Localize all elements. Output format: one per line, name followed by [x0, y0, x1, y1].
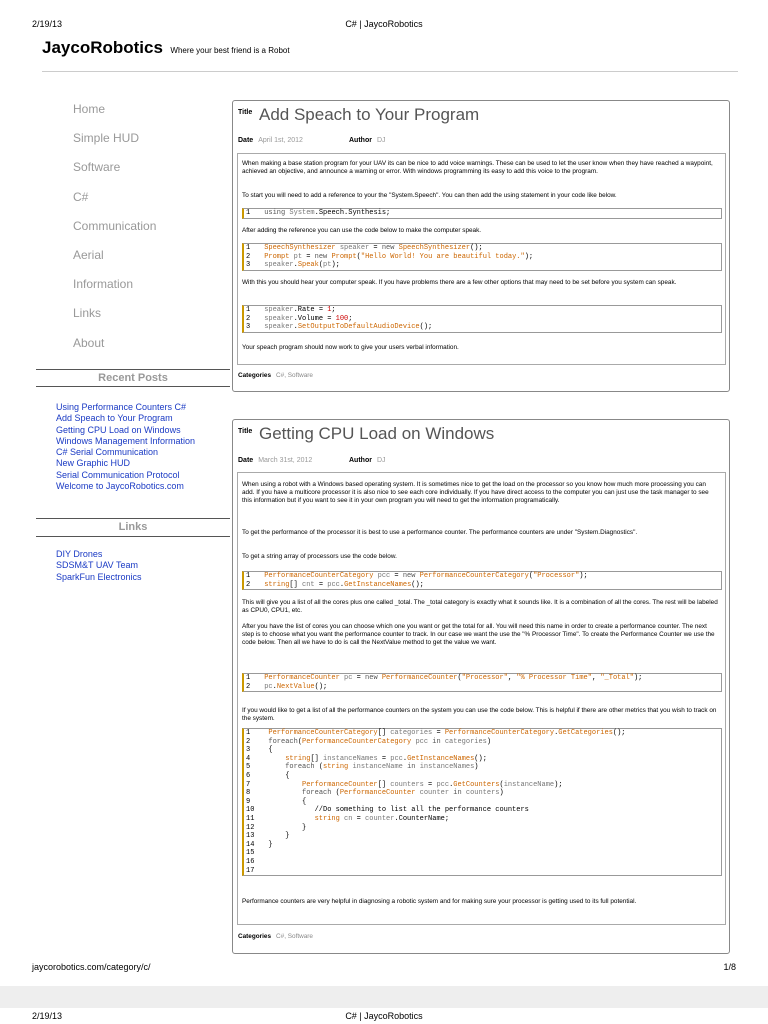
recent-posts-divider — [36, 386, 230, 387]
post-paragraph: With this you should hear your computer speak. If you have problems there are a few other options that may need to be set before you system can speak. — [242, 279, 677, 286]
main-nav — [73, 98, 156, 361]
links-list — [56, 549, 142, 583]
print-title: C# | JaycoRobotics — [345, 19, 423, 29]
date-label: Date — [238, 457, 254, 464]
code-block: 1 PerformanceCounterCategory pcc = new PerformanceCounterCategory("Processor"); 2 string[] cnt = pcc.GetInstanceNames(); — [242, 571, 722, 590]
code-block: 1 using System.Speech.Synthesis; — [242, 208, 722, 219]
post-paragraph: When using a robot with a Windows based operating system. It is sometimes nice to get the load on the processor so you know how much more processing you can add. If you have a multicore processor it is also nice to see each core individually. If you have direct access to the computer you can just use the task manager to see this information but if you want to see it in your own program you will need to get the information programatically. — [242, 481, 709, 505]
print-title: C# | JaycoRobotics — [345, 1011, 423, 1021]
recent-post-link[interactable]: New Graphic HUD — [56, 458, 131, 469]
recent-post-link[interactable]: Add Speach to Your Program — [56, 413, 173, 424]
recent-post-link[interactable]: C# Serial Communication — [56, 447, 159, 458]
page-number: 1/8 — [723, 962, 736, 972]
post-paragraph: If you would like to get a list of all the performance counters on the system you can use the code below. This is helpful if there are other metrics that you wish to track on the system. — [242, 707, 717, 723]
post-author: DJ — [376, 457, 386, 464]
print-header — [0, 0, 768, 40]
post-paragraph: To get the performance of the processor it is best to use a performance counter. The performance counters are under "System.Diagnostics". — [242, 529, 638, 536]
code-block: 1 PerformanceCounterCategory[] categories = PerformanceCounterCategory.GetCategories(); 2 foreach(PerformanceCounterCategory pcc in categories) 3 { 4 string[] instanceNames = pcc.GetInstanceNames(); 5 foreach (string instanceName in instanceNames) 6 { 7 PerformanceCounter[] counters = pcc.GetCounters(instanceName); 8 foreach (PerformanceCounter counter in counters) 9 { 10 //Do something to list all the performance counters 11 string cn = counter.CounterName; 12 } 13 } 14 } 15 16 17 — [242, 728, 722, 876]
external-link[interactable]: SparkFun Electronics — [56, 571, 142, 582]
post-paragraph: After adding the reference you can use the code below to make the computer speak. — [242, 227, 482, 234]
recent-post-link[interactable]: Welcome to JaycoRobotics.com — [56, 481, 184, 492]
nav-home[interactable]: Home — [73, 102, 106, 116]
category-links[interactable]: C#, Software — [276, 372, 313, 379]
links-heading: Links — [36, 518, 230, 535]
print-date: 2/19/13 — [32, 1011, 63, 1021]
nav-links[interactable]: Links — [73, 306, 102, 321]
post-paragraph: Performance counters are very helpful in diagnosing a robotic system and for making sure your processor is getting used to its full potential. — [242, 898, 637, 905]
post-paragraph: Your speach program should now work to give your users verbal information. — [242, 344, 459, 351]
print-url: jaycorobotics.com/category/c/ — [32, 962, 151, 972]
post-cpu-load — [232, 419, 730, 954]
post-paragraph: When making a base station program for your UAV its can be nice to add voice warnings. These can be used to let the user know when they have reached a waypoint, achieved an objective, and announce a warning or error. With windows programming its easy to add this voice to the program. — [242, 160, 713, 176]
post-add-speach — [232, 100, 730, 392]
category-links[interactable]: C#, Software — [276, 933, 313, 940]
categories-label: Categories — [238, 372, 272, 379]
post-body — [237, 153, 726, 365]
site-header — [42, 38, 290, 58]
author-label: Author — [349, 457, 372, 464]
print-date: 2/19/13 — [32, 19, 63, 29]
recent-posts-heading: Recent Posts — [36, 369, 230, 386]
recent-post-link[interactable]: Getting CPU Load on Windows — [56, 424, 181, 435]
page-separator — [0, 986, 768, 1008]
post-author: DJ — [376, 137, 386, 144]
nav-csharp[interactable]: C# — [73, 189, 89, 204]
nav-about[interactable]: About — [73, 335, 105, 350]
nav-aerial[interactable]: Aerial — [73, 247, 104, 262]
post-title[interactable]: Add Speach to Your Program — [259, 105, 480, 124]
post-body — [237, 472, 726, 925]
post-paragraph: This will give you a list of all the cores plus one called _total. The _total category is exactly what it sounds like. It is a combination of all the cores. The rest will be labeled as CPU0, CPU1, etc. — [242, 599, 718, 615]
post-meta — [238, 137, 386, 144]
nav-simple-hud[interactable]: Simple HUD — [73, 131, 140, 146]
title-label: Title — [238, 109, 253, 116]
recent-post-link[interactable]: Serial Communication Protocol — [56, 469, 180, 480]
post-categories — [238, 372, 313, 379]
code-block: 1 speaker.Rate = 1; 2 speaker.Volume = 100; 3 speaker.SetOutputToDefaultAudioDevice(); — [242, 305, 722, 333]
external-link[interactable]: DIY Drones — [56, 549, 103, 559]
date-label: Date — [238, 137, 254, 144]
post-date: April 1st, 2012 — [258, 137, 303, 144]
recent-post-link[interactable]: Using Performance Counters C# — [56, 402, 187, 412]
links-divider — [36, 536, 230, 537]
post-paragraph: To get a string array of processors use the code below. — [242, 553, 397, 560]
nav-information[interactable]: Information — [73, 277, 134, 292]
code-block: 1 PerformanceCounter pc = new PerformanceCounter("Processor", "% Processor Time", "_Total"); 2 pc.NextValue(); — [242, 673, 722, 692]
post-paragraph: After you have the list of cores you can choose which one you want or get the total for all. You will need this name in order to create a performance counter. The next step is to choose what you want the performance counter to track. In our case we want the use the "% Processor Time". To create the Performance Counter we use the code below. Then all we have to do is call the NextValue method to get the value we want. — [242, 623, 715, 647]
nav-software[interactable]: Software — [73, 160, 121, 175]
external-link[interactable]: SDSM&T UAV Team — [56, 560, 139, 571]
post-paragraph: To start you will need to add a reference to your the "System.Speech". You can then add the using statement in your code like below. — [242, 192, 617, 199]
post-meta — [238, 457, 386, 464]
post-title[interactable]: Getting CPU Load on Windows — [259, 424, 495, 443]
recent-post-link[interactable]: Windows Management Information — [56, 435, 196, 446]
code-block: 1 SpeechSynthesizer speaker = new SpeechSynthesizer(); 2 Prompt pt = new Prompt("Hello World! You are beautiful today."); 3 speaker.Speak(pt); — [242, 243, 722, 271]
title-label: Title — [238, 428, 253, 435]
recent-posts-list — [56, 402, 195, 492]
site-name[interactable]: JaycoRobotics — [42, 38, 163, 57]
nav-communication[interactable]: Communication — [73, 218, 157, 233]
post-date: March 31st, 2012 — [258, 457, 313, 464]
site-tagline: Where your best friend is a Robot — [170, 46, 290, 55]
author-label: Author — [349, 137, 372, 144]
header-divider — [42, 71, 738, 72]
categories-label: Categories — [238, 933, 272, 940]
post-categories — [238, 933, 313, 940]
